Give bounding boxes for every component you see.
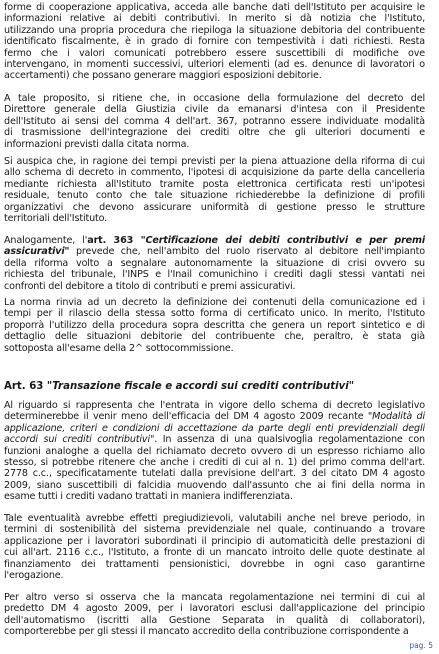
paragraph-line: determinerebbe il venir meno dell'efficacia del DM 4 agosto 2009 recante "Modalità di [4, 411, 425, 423]
paragraph-line: termini di sostenibilità del sistema previdenziale nel quale, continuando a trovare [4, 524, 425, 536]
paragraph-line: della riforma volto a segnalare autonomamente la situazione di crisi ovvero su [4, 257, 425, 269]
paragraph-line: accertamenti) che possano generare maggiori esposizioni debitorie. [4, 70, 322, 82]
paragraph-line: stesso, si potrebbe ritenere che anche i crediti di cui al n. 1) del primo comma dell'art. [4, 457, 425, 469]
paragraph-line: 2778 c.c., specificatamente tutelati dalla previsione dell'art. 3 del citato DM 4 agosto [4, 468, 425, 480]
paragraph-line: Si auspica che, in ragione dei tempi previsti per la piena attuazione della riforma di cui [4, 156, 425, 167]
paragraph-line: Tale eventualità avrebbe effetti pregiudizievoli, valutabili anche nel breve periodo, in [4, 513, 425, 524]
paragraph-line: Analogamente, l'art. 363 "Certificazione dei debiti contributivi e per premi [4, 235, 425, 246]
paragraph-line: forme di cooperazione applicativa, acceda alle banche dati dell'Istituto per acquisire le [4, 2, 425, 13]
paragraph-line: sottoposta all'esame della 2^ sottocommissione. [4, 342, 234, 354]
paragraph-line: identificato fiscalmente, è in grado di fornire con tempestività i dati richiesti. Resta [4, 36, 425, 48]
paragraph-line: esame tutti i crediti vadano trattati in maniera indifferenziata. [4, 491, 293, 503]
paragraph-gestione-separata [4, 592, 425, 638]
paragraph-line: cui all'art. 2116 c.c., l'Istituto, a fronte di un mancato introito delle quote destinate al [4, 547, 425, 559]
paragraph-line: territoriali dell'Istituto. [4, 213, 108, 225]
paragraph-line: informazioni previsti dalla citata norma. [4, 138, 190, 150]
paragraph-line: La norma rinvia ad un decreto la definizione dei contenuti della comunicazione ed i [4, 297, 425, 308]
paragraph-line: utilizzando una propria procedura che riepiloga la situazione debitoria del contribuente [4, 24, 425, 36]
page-number: pag. 5 [409, 641, 433, 650]
paragraph-line: informazioni relative ai debiti contributivi. In merito si dà notizia che l'Istituto, [4, 13, 425, 25]
paragraph-line: richiesta del tribunale, l'INPS e l'Inail comunichino i crediti dagli stessi vantati nei [4, 269, 425, 281]
paragraph-line: assicurativi" prevede che, nell'ambito del ruolo riservato al debitore nell'impianto [4, 246, 425, 258]
paragraph-line: Direttore generale della Giustizia civile da emanarsi d'intesa con il Presidente [4, 104, 425, 116]
paragraph-auspicio-cancelleria [4, 156, 425, 224]
paragraph-line: Al riguardo si rappresenta che l'entrata in vigore dello schema di decreto legislativo [4, 400, 425, 411]
paragraph-line: mediante richiesta all'Istituto tramite posta elettronica certificata resti un'ipotesi [4, 178, 425, 190]
heading-article-number: Art. 63 [4, 381, 44, 392]
paragraph-line: 2009, siano suscettibili di falcidia muovendo dall'assunto che ai fini della norma in [4, 479, 425, 491]
paragraph-line: proporrà l'utilizzo della procedura sopra descritta che genera un report sintetico e di [4, 319, 425, 331]
paragraph-line: applicazione, criteri e condizioni di accettazione da parte degli enti previdenziali degli [4, 422, 425, 434]
heading-article-title: "Transazione fiscale e accordi sui crediti contributivi" [46, 381, 355, 392]
paragraph-line: Per altro verso si osserva che la mancata regolamentazione nei termini di cui al [4, 592, 425, 603]
paragraph-line: allo schema di decreto in commento, l'ipotesi di acquisizione da parte della cancelleria [4, 167, 425, 179]
paragraph-rinvio-decreto [4, 297, 425, 354]
paragraph-line: fermo che i valori comunicati potrebbero essere suscettibili di modifiche ove [4, 47, 425, 59]
paragraph-line: l'erogazione. [4, 570, 64, 582]
paragraph-line: funzioni analoghe a quella del richiamato decreto ovvero di un espresso richiamo allo [4, 445, 425, 457]
paragraph-art-363 [4, 235, 425, 292]
paragraph-decreto-direttore [4, 93, 425, 150]
paragraph-line: residuale, tenuto conto che tale situazione richiederebbe la definizione di profili [4, 190, 425, 202]
paragraph-line: di trasmissione dell'integrazione dei crediti oltre che gli ulteriori documenti e [4, 127, 425, 139]
paragraph-line: A tale proposito, si ritiene che, in occasione della formulazione del decreto del [4, 93, 425, 104]
paragraph-line: dell'Istituto ai sensi del comma 4 dell'art. 367, potranno essere individuate modalità [4, 115, 425, 127]
paragraph-line: comporterebbe per gli stessi il mancato accredito della contribuzione corrispondente a [4, 626, 409, 638]
paragraph-dm-2009 [4, 400, 425, 503]
paragraph-line: applicazione per i lavoratori subordinati il principio di automaticità delle prestazioni di [4, 535, 425, 547]
paragraph-line: organizzativi che devono assicurare uniformità di gestione presso le strutture [4, 201, 425, 213]
paragraph-line: accordi sui crediti contributivi". In assenza di una qualsivoglia regolamentazione con [4, 434, 425, 446]
paragraph-line: dettaglio delle situazioni debitorie del contribuente che, peraltro, è stata già [4, 331, 425, 343]
paragraph-line: intervengano, in momenti successivi, ulteriori elementi (ad es. denunce di lavoratori o [4, 59, 425, 71]
paragraph-line: finanziamento dei trattamenti pensionistici, dovrebbe in ogni caso garantirne [4, 558, 425, 570]
paragraph-line: predetto DM 4 agosto 2009, per i lavoratori esclusi dall'applicazione del principio [4, 603, 425, 615]
paragraph-line: tempi per il rilascio della stessa sotto forma di certificato unico. In merito, l'Istituto [4, 308, 425, 320]
paragraph-banche-dati [4, 2, 425, 82]
paragraph-effetti-pregiudizievoli [4, 513, 425, 581]
section-heading-art-63 [4, 381, 425, 393]
paragraph-line: confronti del debitore a titolo di contributi e premi assicurativi. [4, 280, 296, 292]
paragraph-line: dell'automatismo (iscritti alla Gestione Separata in qualità di collaboratori), [4, 614, 425, 626]
